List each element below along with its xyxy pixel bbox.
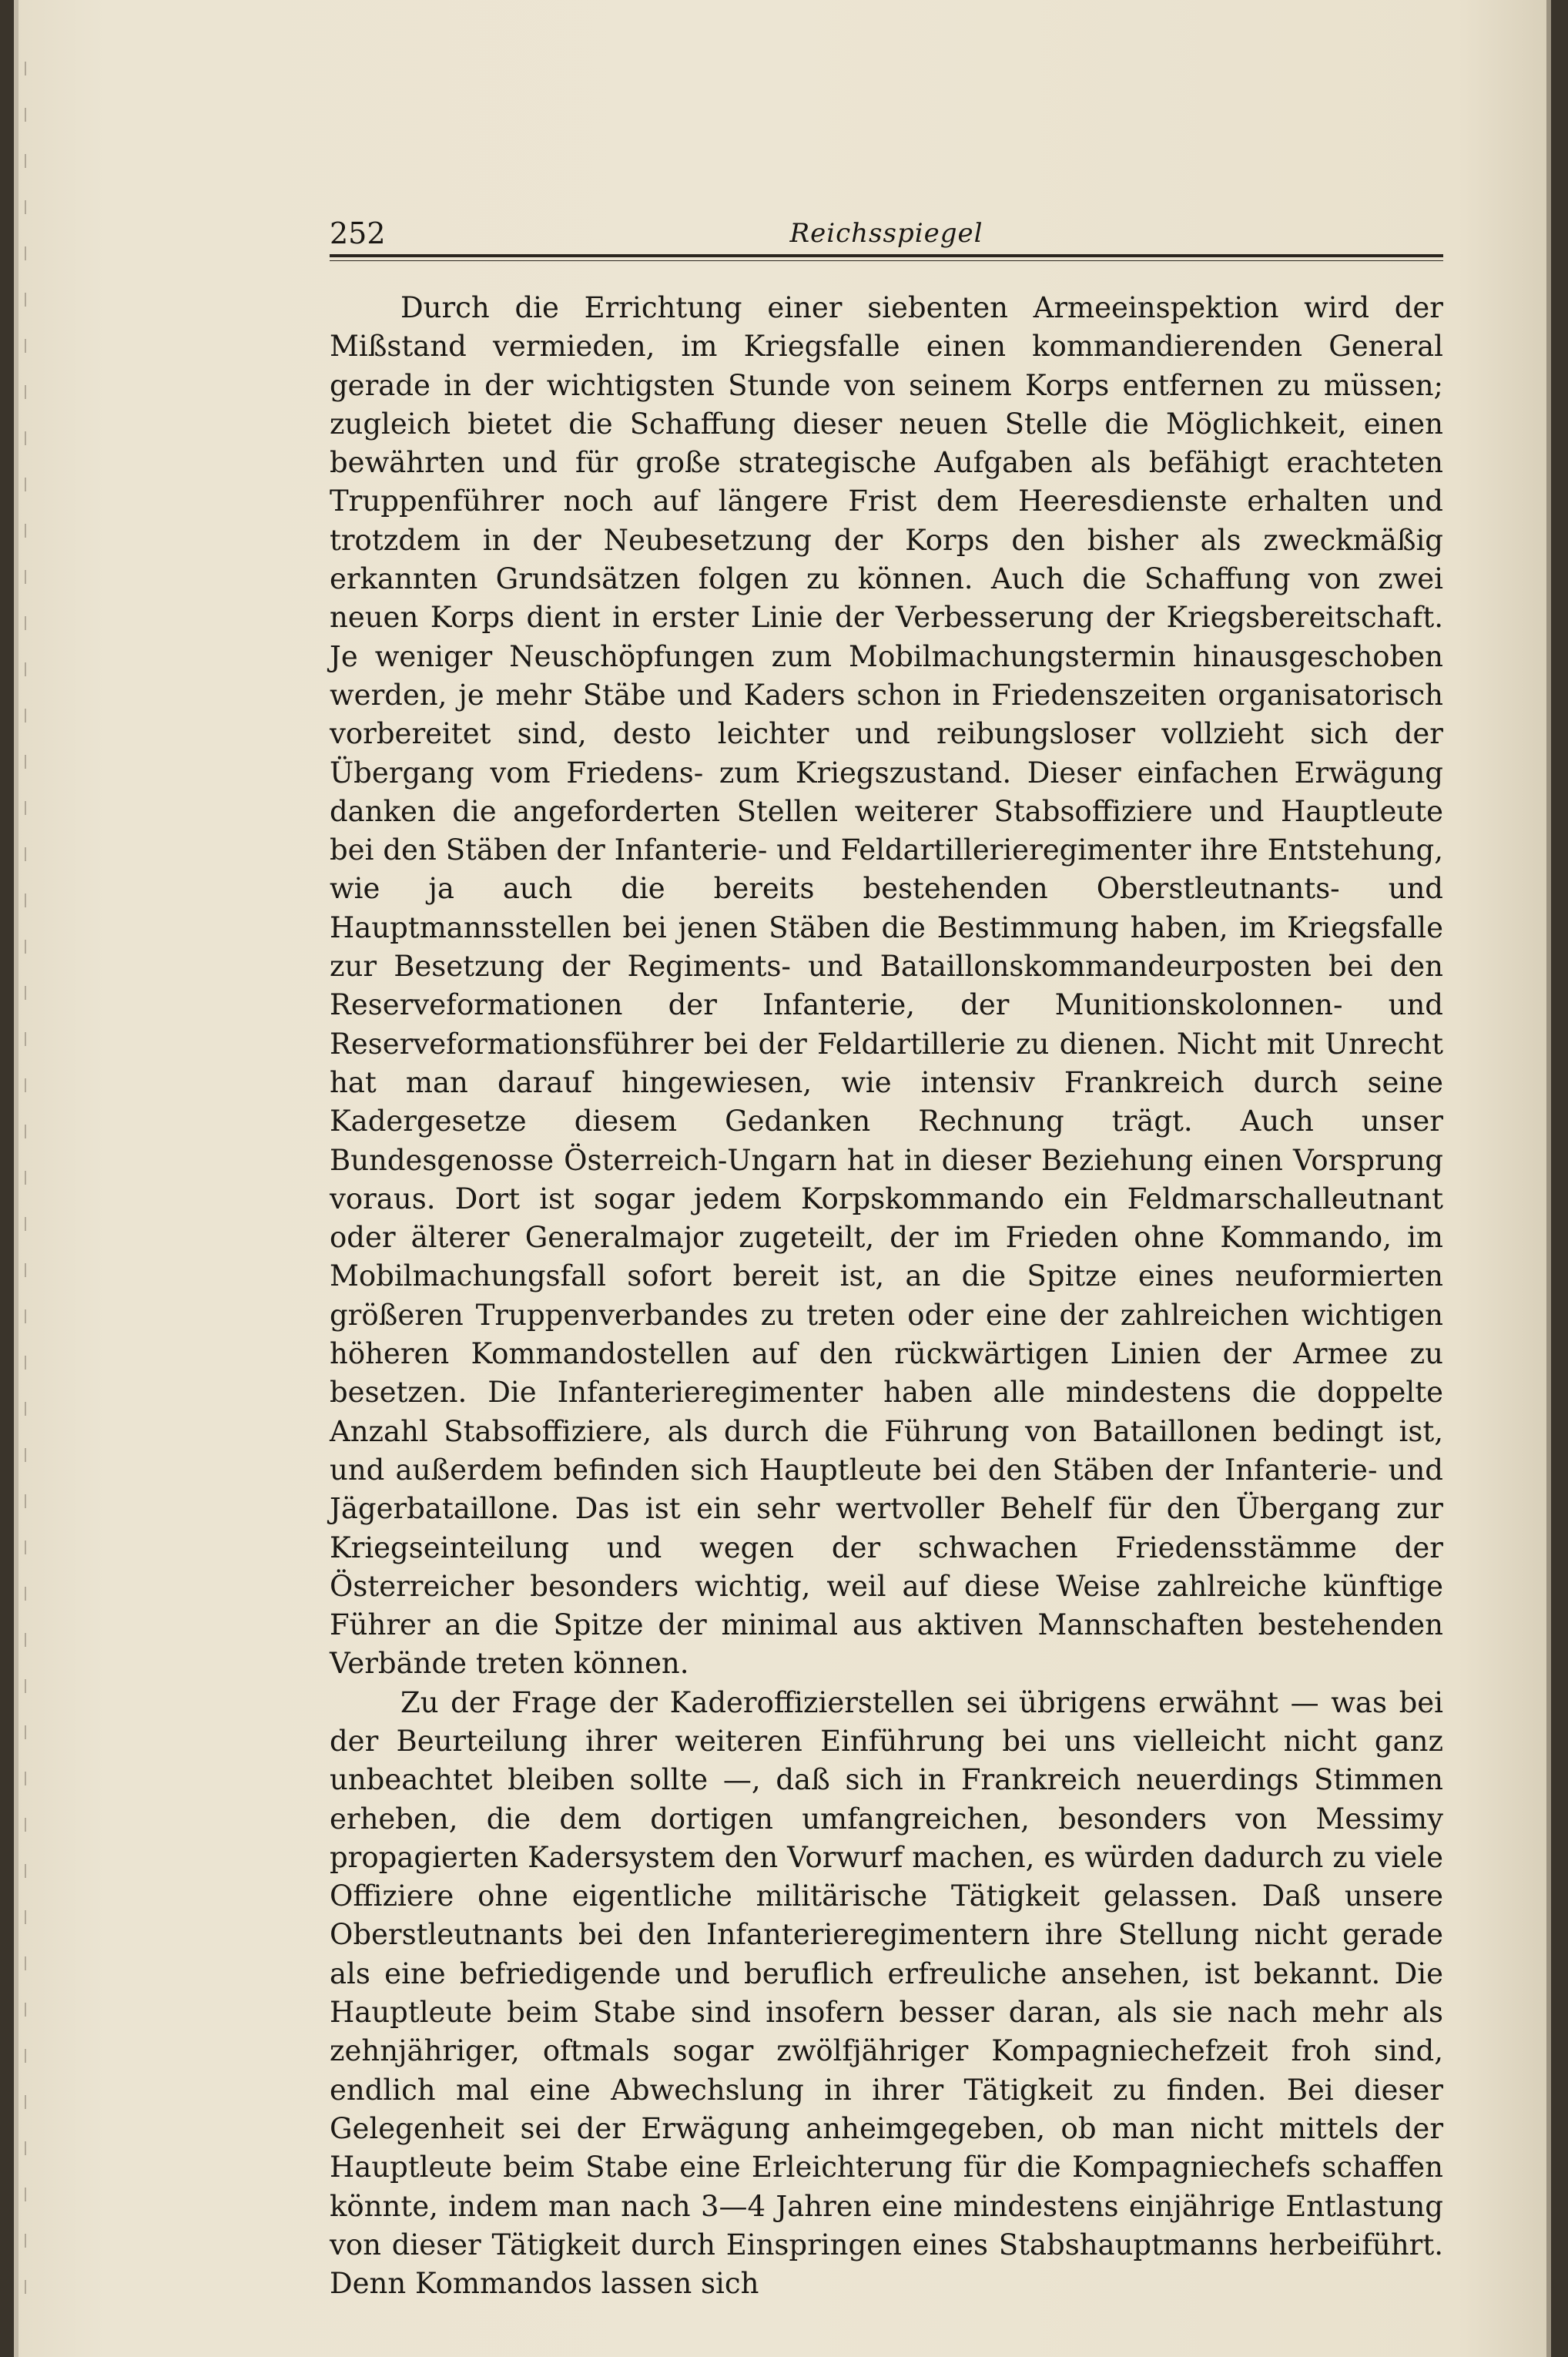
running-title: Reichsspiegel — [789, 218, 983, 249]
scan-margin-marks — [25, 62, 26, 2295]
page-right-edge — [1546, 0, 1551, 2357]
header-rule-thin — [330, 260, 1443, 261]
running-header — [330, 214, 1443, 253]
paragraph: Durch die Errichtung einer siebenten Armeeinspektion wird der Mißstand vermieden, im Kriegsfalle einen kommandierenden General gerade in der wichtigsten Stunde von seinem Korps entfernen zu müssen; zugleich bietet die Schaffung dieser neuen Stelle die Möglichkeit, einen bewährten und für große strategische Aufgaben als befähigt erachteten Truppenführer noch auf längere Frist dem Heeresdienste erhalten und trotzdem in der Neubesetzung der Korps den bisher als zweckmäßig erkannten Grundsätzen folgen zu können. Auch die Schaffung von zwei neuen Korps dient in erster Linie der Verbesserung der Kriegsbereitschaft. Je weniger Neuschöpfungen zum Mobilmachungstermin hinausgeschoben werden, je mehr Stäbe und Kaders schon in Friedenszeiten organisatorisch vorbereitet sind, desto leichter und reibungsloser vollzieht sich der Übergang vom Friedens- zum Kriegszustand. Dieser einfachen Erwägung danken die angeforderten Stellen weiterer Stabsoffiziere und Hauptleute bei den Stäben der Infanterie- und Feldartillerieregimenter ihre Entstehung, wie ja auch die bereits bestehenden Oberstleutnants- und Hauptmannsstellen bei jenen Stäben die Bestimmung haben, im Kriegsfalle zur Besetzung der Regiments- und Bataillonskommandeurposten bei den Reserveformationen der Infanterie, der Munitionskolonnen- und Reserveformationsführer bei der Feldartillerie zu dienen. Nicht mit Unrecht hat man darauf hingewiesen, wie intensiv Frankreich durch seine Kadergesetze diesem Gedanken Rechnung trägt. Auch unser Bundesgenosse Österreich-Ungarn hat in dieser Beziehung einen Vorsprung voraus. Dort ist sogar jedem Korpskommando ein Feldmarschalleutnant oder älterer Generalmajor zugeteilt, der im Frieden ohne Kommando, im Mobilmachungsfall sofort bereit ist, an die Spitze eines neuformierten größeren Truppenverbandes zu treten oder eine der zahlreichen wichtigen höheren Kommandostellen auf den rückwärtigen Linien der Armee zu besetzen. Die Infanterieregimenter haben alle mindestens die doppelte Anzahl Stabsoffiziere, als durch die Führung von Bataillonen bedingt ist, und außerdem befinden sich Hauptleute bei den Stäben der Infanterie- und Jägerbataillone. Das ist ein sehr wertvoller Behelf für den Übergang zur Kriegseinteilung und wegen der schwachen Friedensstämme der Österreicher besonders wichtig, weil auf diese Weise zahlreiche künftige Führer an die Spitze der minimal aus aktiven Mannschaften bestehenden Verbände treten können. — [330, 291, 1443, 1681]
book-page — [14, 0, 1551, 2357]
body-text — [330, 289, 1443, 2303]
paragraph: Zu der Frage der Kaderoffizierstellen sei übrigens erwähnt — was bei der Beurteilung ihrer weiteren Einführung bei uns vielleicht nicht ganz unbeachtet bleiben sollte —, daß sich in Frankreich neuerdings Stimmen erheben, die dem dortigen umfangreichen, besonders von Messimy propagierten Kadersystem den Vorwurf machen, es würden dadurch zu viele Offiziere ohne eigentliche militärische Tätigkeit gelassen. Daß unsere Oberstleutnants bei den Infanterieregimentern ihre Stellung nicht gerade als eine befriedigende und beruflich erfreuliche ansehen, ist bekannt. Die Hauptleute beim Stabe sind insofern besser daran, als sie nach mehr als zehnjähriger, oftmals sogar zwölfjähriger Kompagniechefzeit froh sind, endlich mal eine Abwechslung in ihrer Tätigkeit zu finden. Bei dieser Gelegenheit sei der Erwägung anheimgegeben, ob man nicht mittels der Hauptleute beim Stabe eine Erleichterung für die Kompagniechefs schaffen könnte, indem man nach 3—4 Jahren eine mindestens einjährige Entlastung von dieser Tätigkeit durch Einspringen eines Stabshauptmanns herbeiführt. Denn Kommandos lassen sich — [330, 1685, 1443, 2301]
page-number: 252 — [330, 216, 386, 250]
header-rule-thick — [330, 254, 1443, 257]
page-left-edge — [14, 0, 18, 2357]
